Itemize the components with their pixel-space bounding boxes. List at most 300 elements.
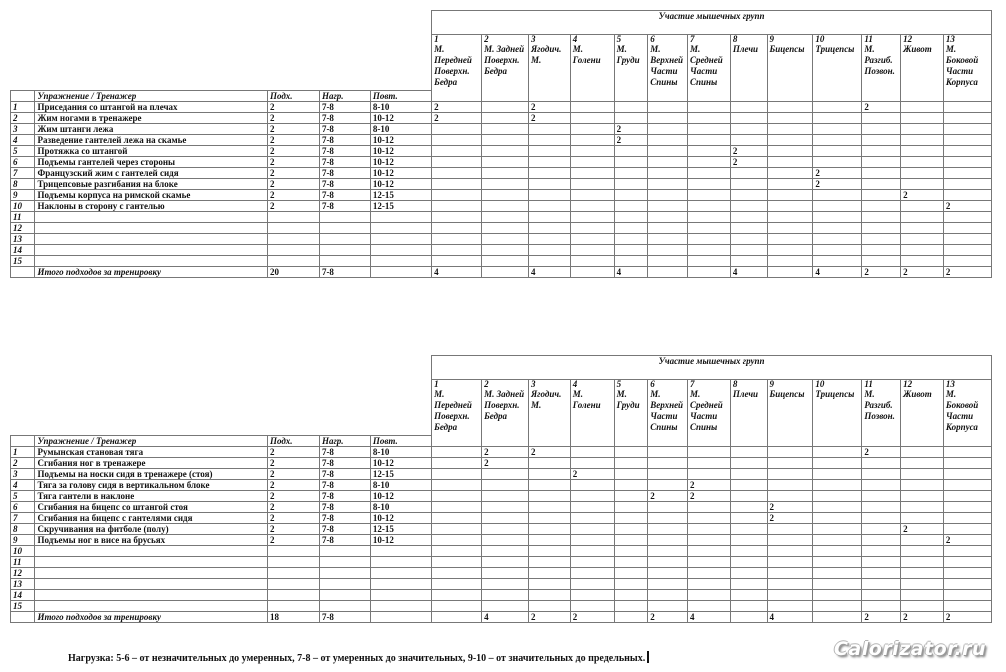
exercise-name — [35, 255, 267, 266]
muscle-group-sets — [943, 244, 991, 255]
muscle-group-sets — [813, 222, 862, 233]
total-group-sets — [614, 611, 648, 622]
muscle-group-sets — [730, 112, 767, 123]
muscle-group-sets: 2 — [432, 112, 482, 123]
muscle-group-sets — [901, 233, 944, 244]
muscle-group-sets — [767, 145, 813, 156]
muscle-group-sets — [482, 178, 529, 189]
muscle-group-sets — [767, 457, 813, 468]
exercise-header: Упражнение / Тренажер — [35, 90, 267, 101]
muscle-group-sets — [482, 567, 529, 578]
reps-value: 8-10 — [370, 479, 431, 490]
exercise-name — [35, 589, 267, 600]
muscle-group-sets — [767, 156, 813, 167]
sets-header: Подх. — [267, 435, 319, 446]
muscle-group-sets — [862, 167, 901, 178]
muscle-group-sets — [648, 200, 688, 211]
reps-value — [370, 255, 431, 266]
row-number-header — [11, 90, 35, 101]
muscle-group-sets — [943, 145, 991, 156]
load-value — [319, 567, 370, 578]
sets-value — [267, 233, 319, 244]
muscle-group-sets — [813, 457, 862, 468]
muscle-group-sets — [767, 589, 813, 600]
group-header-filler — [730, 90, 767, 101]
row-number: 7 — [11, 512, 35, 523]
load-value: 7-8 — [319, 468, 370, 479]
group-header-filler — [730, 435, 767, 446]
sets-value — [267, 556, 319, 567]
muscle-group-sets — [688, 134, 731, 145]
muscle-group-sets — [813, 512, 862, 523]
muscle-group-sets — [730, 101, 767, 112]
muscle-group-sets — [688, 123, 731, 134]
load-value: 7-8 — [319, 446, 370, 457]
group-header-filler — [570, 435, 614, 446]
muscle-group-sets — [570, 534, 614, 545]
row-number: 5 — [11, 145, 35, 156]
exercise-row — [11, 446, 992, 457]
muscle-group-sets — [767, 490, 813, 501]
exercise-name — [35, 233, 267, 244]
muscle-group-sets — [648, 233, 688, 244]
muscle-group-sets — [482, 222, 529, 233]
muscle-group-sets — [901, 556, 944, 567]
muscle-group-sets — [688, 534, 731, 545]
muscle-group-sets — [570, 123, 614, 134]
muscle-group-sets — [862, 479, 901, 490]
group-header-filler — [767, 435, 813, 446]
muscle-group-sets — [813, 501, 862, 512]
muscle-group-sets — [767, 244, 813, 255]
muscle-group-sets — [432, 600, 482, 611]
group-header-filler — [901, 435, 944, 446]
column-header-row — [11, 90, 992, 101]
muscle-group-sets — [813, 134, 862, 145]
muscle-group-sets — [570, 512, 614, 523]
total-group-sets — [482, 266, 529, 277]
load-value: 7-8 — [319, 123, 370, 134]
group-header-filler — [648, 435, 688, 446]
muscle-group-sets — [943, 589, 991, 600]
muscle-group-sets: 2 — [528, 101, 570, 112]
muscle-group-number: 2 — [482, 380, 529, 390]
muscle-group-sets — [528, 123, 570, 134]
load-value: 7-8 — [319, 457, 370, 468]
muscle-group-sets — [432, 178, 482, 189]
muscle-group-sets — [688, 457, 731, 468]
muscle-group-name: Живот — [901, 44, 944, 90]
muscle-group-sets — [432, 567, 482, 578]
muscle-group-sets — [614, 189, 648, 200]
muscle-group-sets — [432, 222, 482, 233]
muscle-group-sets — [943, 545, 991, 556]
total-reps — [370, 266, 431, 277]
muscle-group-sets — [648, 534, 688, 545]
muscle-group-sets — [688, 589, 731, 600]
muscle-group-sets — [767, 545, 813, 556]
muscle-group-sets: 2 — [943, 200, 991, 211]
muscle-group-sets — [901, 567, 944, 578]
muscle-group-sets — [813, 123, 862, 134]
exercise-row — [11, 523, 992, 534]
muscle-group-name: М. Боковой Части Корпуса — [943, 389, 991, 435]
muscle-group-sets — [528, 200, 570, 211]
exercise-row — [11, 255, 992, 266]
exercise-row — [11, 589, 992, 600]
muscle-group-sets — [813, 255, 862, 266]
muscle-group-sets — [648, 167, 688, 178]
muscle-group-sets — [432, 501, 482, 512]
muscle-group-sets — [813, 446, 862, 457]
muscle-group-number: 4 — [570, 35, 614, 45]
muscle-group-sets: 2 — [730, 145, 767, 156]
muscle-group-sets — [901, 600, 944, 611]
muscle-group-sets — [482, 200, 529, 211]
reps-header: Повт. — [370, 90, 431, 101]
load-value: 7-8 — [319, 134, 370, 145]
muscle-group-sets — [614, 255, 648, 266]
reps-value — [370, 567, 431, 578]
muscle-group-sets — [730, 211, 767, 222]
muscle-group-sets — [943, 479, 991, 490]
muscle-group-sets — [528, 490, 570, 501]
muscle-group-sets — [862, 189, 901, 200]
exercise-name: Тяга за голову сидя в вертикальном блоке — [35, 479, 267, 490]
muscle-group-sets — [767, 200, 813, 211]
muscle-group-sets — [648, 112, 688, 123]
muscle-group-sets — [767, 523, 813, 534]
muscle-group-sets: 2 — [688, 490, 731, 501]
muscle-group-sets — [767, 479, 813, 490]
exercise-row — [11, 512, 992, 523]
muscle-group-sets — [648, 134, 688, 145]
muscle-groups-title: Участие мышечных групп — [432, 11, 992, 35]
muscle-group-sets — [862, 123, 901, 134]
total-group-sets: 4 — [767, 611, 813, 622]
muscle-group-sets — [570, 457, 614, 468]
muscle-group-sets — [432, 556, 482, 567]
muscle-group-sets — [648, 512, 688, 523]
group-header-filler — [943, 435, 991, 446]
muscle-group-name: Плечи — [730, 44, 767, 90]
total-row — [11, 611, 992, 622]
muscle-group-sets — [482, 578, 529, 589]
muscle-group-sets — [614, 567, 648, 578]
muscle-group-sets — [767, 167, 813, 178]
muscle-group-sets — [767, 578, 813, 589]
total-group-sets: 2 — [901, 611, 944, 622]
muscle-group-sets — [943, 490, 991, 501]
exercise-name — [35, 567, 267, 578]
exercise-row — [11, 233, 992, 244]
muscle-group-sets — [730, 567, 767, 578]
muscle-group-sets — [614, 534, 648, 545]
total-row — [11, 266, 992, 277]
muscle-group-sets — [862, 523, 901, 534]
sets-value: 2 — [267, 145, 319, 156]
muscle-group-sets — [648, 600, 688, 611]
muscle-group-sets — [767, 178, 813, 189]
muscle-group-sets — [730, 479, 767, 490]
muscle-group-sets — [688, 244, 731, 255]
muscle-group-sets — [813, 490, 862, 501]
total-sets: 18 — [267, 611, 319, 622]
muscle-group-sets — [943, 512, 991, 523]
muscle-group-sets — [767, 534, 813, 545]
muscle-group-sets — [767, 112, 813, 123]
total-group-sets — [688, 266, 731, 277]
muscle-group-sets — [862, 556, 901, 567]
muscle-group-sets — [648, 446, 688, 457]
muscle-group-sets — [943, 167, 991, 178]
muscle-group-sets — [688, 112, 731, 123]
exercise-name — [35, 556, 267, 567]
muscle-group-sets — [614, 446, 648, 457]
muscle-group-sets: 2 — [688, 479, 731, 490]
muscle-group-sets — [648, 479, 688, 490]
load-value: 7-8 — [319, 145, 370, 156]
muscle-group-sets — [528, 600, 570, 611]
row-number: 13 — [11, 578, 35, 589]
muscle-group-sets — [862, 512, 901, 523]
muscle-group-name: М. Разгиб. Позвон. — [862, 44, 901, 90]
muscle-group-sets — [730, 600, 767, 611]
muscle-group-number: 12 — [901, 380, 944, 390]
muscle-group-sets — [614, 468, 648, 479]
muscle-group-sets — [901, 167, 944, 178]
muscle-group-sets — [432, 457, 482, 468]
muscle-group-sets — [482, 244, 529, 255]
exercise-row — [11, 200, 992, 211]
muscle-group-sets — [943, 101, 991, 112]
exercise-name: Протяжка со штангой — [35, 145, 267, 156]
muscle-group-sets — [767, 101, 813, 112]
load-value — [319, 222, 370, 233]
muscle-group-sets — [648, 578, 688, 589]
group-header-filler — [614, 90, 648, 101]
muscle-group-sets — [730, 556, 767, 567]
muscle-group-sets — [432, 512, 482, 523]
muscle-group-sets — [901, 490, 944, 501]
row-number: 8 — [11, 178, 35, 189]
load-value: 7-8 — [319, 167, 370, 178]
muscle-group-sets — [570, 200, 614, 211]
muscle-group-sets — [648, 222, 688, 233]
muscle-group-number: 4 — [570, 380, 614, 390]
muscle-group-sets — [432, 589, 482, 600]
load-value: 7-8 — [319, 156, 370, 167]
exercise-name: Сгибания ног в тренажере — [35, 457, 267, 468]
muscle-group-sets — [482, 556, 529, 567]
muscle-group-sets — [528, 545, 570, 556]
row-number: 12 — [11, 222, 35, 233]
total-group-sets — [813, 611, 862, 622]
muscle-group-sets — [901, 244, 944, 255]
muscle-group-sets — [570, 244, 614, 255]
sets-value: 2 — [267, 112, 319, 123]
muscle-group-sets — [432, 156, 482, 167]
reps-value: 10-12 — [370, 534, 431, 545]
reps-value — [370, 545, 431, 556]
exercise-name: Подъемы гантелей через стороны — [35, 156, 267, 167]
reps-value: 8-10 — [370, 501, 431, 512]
footnote-text: Нагрузка: 5-6 – от незначительных до умеренных, 7-8 – от умеренных до значительных, 9-10 – от значительных до предельных. — [68, 653, 646, 664]
muscle-group-sets — [614, 200, 648, 211]
muscle-group-sets — [482, 211, 529, 222]
muscle-group-sets — [648, 523, 688, 534]
muscle-group-sets — [528, 211, 570, 222]
sets-value: 2 — [267, 490, 319, 501]
muscle-group-sets — [943, 123, 991, 134]
muscle-group-sets — [862, 112, 901, 123]
muscle-group-sets — [528, 556, 570, 567]
load-value — [319, 255, 370, 266]
total-group-sets: 4 — [688, 611, 731, 622]
muscle-group-sets — [688, 468, 731, 479]
sets-value: 2 — [267, 512, 319, 523]
muscle-group-sets — [528, 479, 570, 490]
group-header-filler — [813, 435, 862, 446]
muscle-group-sets — [432, 578, 482, 589]
muscle-group-sets — [862, 457, 901, 468]
muscle-group-sets: 2 — [943, 534, 991, 545]
total-group-sets: 4 — [432, 266, 482, 277]
load-value: 7-8 — [319, 501, 370, 512]
muscle-group-number: 7 — [688, 380, 731, 390]
muscle-group-sets — [432, 255, 482, 266]
muscle-group-sets — [813, 145, 862, 156]
muscle-group-sets — [432, 479, 482, 490]
muscle-group-name: М. Боковой Части Корпуса — [943, 44, 991, 90]
muscle-group-name: М. Задней Поверхн. Бедра — [482, 44, 529, 90]
reps-value: 8-10 — [370, 123, 431, 134]
total-number-cell — [11, 611, 35, 622]
muscle-group-sets — [901, 446, 944, 457]
muscle-group-sets — [813, 567, 862, 578]
muscle-group-number: 10 — [813, 35, 862, 45]
muscle-group-sets — [813, 211, 862, 222]
exercise-row — [11, 244, 992, 255]
load-header: Нагр. — [319, 435, 370, 446]
muscle-group-sets — [730, 255, 767, 266]
muscle-group-sets — [648, 457, 688, 468]
muscle-group-sets — [943, 600, 991, 611]
muscle-group-sets — [570, 578, 614, 589]
muscle-group-sets — [482, 589, 529, 600]
group-header-filler — [943, 90, 991, 101]
muscle-group-sets — [688, 178, 731, 189]
muscle-group-sets: 2 — [813, 167, 862, 178]
muscle-group-sets — [614, 112, 648, 123]
muscle-group-sets — [482, 545, 529, 556]
row-number: 11 — [11, 211, 35, 222]
reps-value: 10-12 — [370, 167, 431, 178]
muscle-group-sets — [528, 589, 570, 600]
load-value — [319, 556, 370, 567]
muscle-group-sets — [614, 589, 648, 600]
muscle-group-sets — [648, 189, 688, 200]
muscle-group-name: М. Голени — [570, 44, 614, 90]
muscle-group-sets — [648, 501, 688, 512]
muscle-group-name: Бицепсы — [767, 389, 813, 435]
muscle-group-sets — [943, 156, 991, 167]
total-group-sets: 2 — [648, 611, 688, 622]
exercise-header: Упражнение / Тренажер — [35, 435, 267, 446]
muscle-group-sets — [862, 255, 901, 266]
exercise-row — [11, 567, 992, 578]
muscle-group-sets — [614, 501, 648, 512]
sets-value: 2 — [267, 468, 319, 479]
row-number: 7 — [11, 167, 35, 178]
muscle-group-sets — [570, 501, 614, 512]
muscle-group-sets — [614, 145, 648, 156]
muscle-group-sets — [862, 156, 901, 167]
muscle-group-sets — [570, 156, 614, 167]
load-value — [319, 545, 370, 556]
muscle-group-sets — [730, 123, 767, 134]
muscle-group-sets — [730, 578, 767, 589]
muscle-group-sets — [614, 556, 648, 567]
muscle-group-sets — [730, 545, 767, 556]
muscle-group-sets — [730, 244, 767, 255]
muscle-group-sets — [813, 534, 862, 545]
muscle-group-sets — [482, 123, 529, 134]
total-load: 7-8 — [319, 266, 370, 277]
muscle-group-sets — [432, 189, 482, 200]
row-number: 3 — [11, 123, 35, 134]
row-number: 15 — [11, 600, 35, 611]
exercise-row — [11, 468, 992, 479]
exercise-row — [11, 556, 992, 567]
muscle-group-sets — [730, 189, 767, 200]
muscle-group-sets — [528, 134, 570, 145]
sets-value — [267, 211, 319, 222]
muscle-group-sets: 2 — [901, 189, 944, 200]
sets-value: 2 — [267, 200, 319, 211]
muscle-group-sets — [614, 167, 648, 178]
row-number: 2 — [11, 457, 35, 468]
muscle-group-sets — [688, 145, 731, 156]
muscle-group-sets: 2 — [614, 123, 648, 134]
muscle-group-sets — [570, 233, 614, 244]
muscle-group-number: 8 — [730, 35, 767, 45]
sets-value: 2 — [267, 501, 319, 512]
muscle-group-number: 1 — [432, 380, 482, 390]
group-header-filler — [688, 90, 731, 101]
muscle-group-sets — [614, 233, 648, 244]
sets-value — [267, 545, 319, 556]
muscle-group-sets — [862, 200, 901, 211]
muscle-group-sets — [813, 600, 862, 611]
total-group-sets: 2 — [570, 611, 614, 622]
load-value: 7-8 — [319, 479, 370, 490]
row-number: 15 — [11, 255, 35, 266]
sets-value — [267, 255, 319, 266]
muscle-group-sets — [901, 134, 944, 145]
sets-header: Подх. — [267, 90, 319, 101]
sets-value: 2 — [267, 523, 319, 534]
exercise-row — [11, 178, 992, 189]
sets-value — [267, 578, 319, 589]
muscle-group-sets — [767, 255, 813, 266]
muscle-group-sets — [767, 189, 813, 200]
row-number: 11 — [11, 556, 35, 567]
muscle-group-sets — [614, 600, 648, 611]
muscle-group-sets — [862, 134, 901, 145]
muscle-group-sets — [482, 112, 529, 123]
muscle-group-sets — [432, 468, 482, 479]
